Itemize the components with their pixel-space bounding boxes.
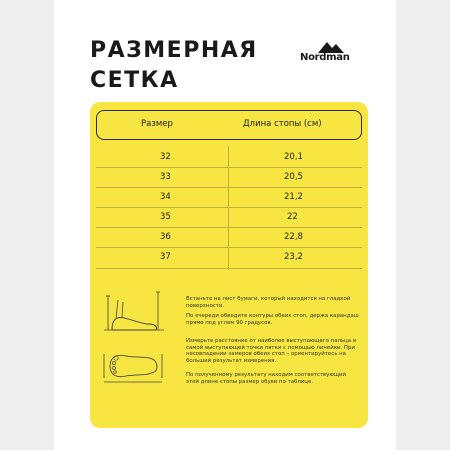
title-line-2: СЕТКА [90, 68, 179, 93]
table-row [96, 248, 362, 267]
title-line-1: РАЗМЕРНАЯ [90, 38, 258, 63]
instruction-step-3: Измерьте расстояние от наиболее выступающего пальца и самой выступающей точки пятки с помощью линейки. При несовпадении замеров обеих стоп – ориентируйтесь на больший результат измерения. [186, 338, 357, 364]
instruction-step-1: Встаньте на лист бумаги, который находится на гладкой поверхности. [186, 296, 351, 309]
row-divider [96, 268, 362, 269]
foot-top-icon [96, 346, 170, 386]
size-table-card [90, 102, 368, 428]
table-row [96, 148, 362, 167]
size-chart-page [54, 0, 396, 450]
brand-logo [300, 40, 368, 64]
instruction-step-4: По полученному результату находим соответствующий этой длине стопы размер обуви по таблице. [186, 372, 347, 385]
row-size: 37 [160, 252, 171, 262]
row-size: 33 [160, 172, 171, 182]
page-title [90, 36, 258, 96]
row-length: 21,2 [284, 192, 303, 202]
table-header [96, 110, 362, 140]
table-row [96, 228, 362, 247]
row-length: 20,1 [284, 152, 303, 162]
row-length: 22 [287, 212, 298, 222]
table-row [96, 188, 362, 207]
row-size: 32 [160, 152, 171, 162]
brand-name: Nordman [300, 52, 350, 63]
row-length: 22,8 [284, 232, 303, 242]
row-length: 23,2 [284, 252, 303, 262]
row-size: 36 [160, 232, 171, 242]
foot-side-icon [96, 290, 170, 336]
row-size: 35 [160, 212, 171, 222]
header-foot-length: Длина стопы (см) [243, 119, 322, 129]
row-length: 20,5 [284, 172, 303, 182]
table-row [96, 168, 362, 187]
table-row [96, 208, 362, 227]
row-size: 34 [160, 192, 171, 202]
instruction-step-2: По очереди обведите контуры обеих стоп, держа карандаш прямо под углом 90 градусов. [186, 313, 359, 326]
header-size: Размер [141, 119, 173, 129]
